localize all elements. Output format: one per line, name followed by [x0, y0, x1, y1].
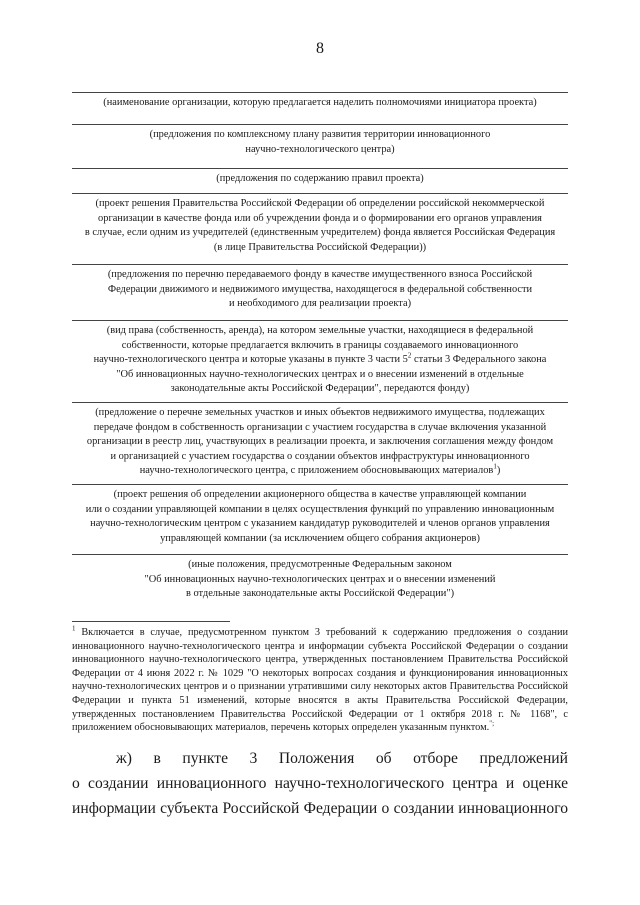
form-field-block	[72, 554, 568, 602]
field-caption: (предложения по перечню передаваемого фонду в качестве имущественного взноса Российской Федерации движимого и недвижимого имущества, находящегося в федеральной собственности и необходимого для реализации проекта)	[107, 269, 533, 310]
form-field-block	[72, 320, 568, 397]
superscript: 1	[493, 462, 497, 471]
body-line: о создании инновационного научно-технологического центра и оценке	[72, 775, 568, 792]
footnote	[72, 626, 568, 735]
field-caption: (наименование организации, которую предлагается наделить полномочиями инициатора проекта)	[103, 97, 537, 108]
field-caption: (предложения по комплексному плану развития территории инновационного научно-технологического центра)	[149, 129, 491, 155]
form-field-block	[72, 92, 568, 111]
form-field-block	[72, 193, 568, 255]
form-field-block	[72, 124, 568, 157]
field-caption: (проект решения об определении акционерного общества в качестве управляющей компании или о создании управляющей компании в целях осуществления функций по управлению инновационным научно-технологическим центром с указанием кандидатур руководителей и членов органов управления управляющей компании (за исключением общего собрания акционеров)	[85, 489, 555, 544]
form-field-block	[72, 168, 568, 187]
field-caption: (иные положения, предусмотренные Федеральным законом "Об инновационных научно-технологических центрах и о внесении изменений в отдельные законодательные акты Российской Федерации")	[144, 559, 496, 600]
field-caption	[72, 321, 568, 397]
footnote-separator	[72, 621, 230, 622]
footnote-closing: ";	[489, 719, 495, 728]
body-text	[72, 746, 568, 821]
field-caption	[72, 403, 568, 479]
footnote-text: Включается в случае, предусмотренном пунктом 3 требований к содержанию предложения о создании инновационного научно-технологического центра и информации субъекта Российской Федерации о создании инновационного научно-технологического центра, утвержденных постановлением Правительства Российской Федерации от 4 июня 2022 г. № 1029 "О некоторых вопросах создания и функционирования инновационных научно-технологических центров и о признании утратившими силу некоторых актов Правительства Российской Федерации и пункта 51 изменений, которые вносятся в акты Правительства Российской Федерации, утвержденных постановлением Правительства Российской Федерации от 1 октября 2018 г. № 1168", с приложением обосновывающих материалов, перечень которых определен указанным пунктом.	[72, 627, 568, 734]
field-caption: (предложения по содержанию правил проекта)	[216, 173, 424, 184]
body-line: информации субъекта Российской Федерации о создании инновационного	[72, 800, 568, 817]
field-caption: (проект решения Правительства Российской Федерации об определении российской некоммерческой организации в качестве фонда или об учреждении фонда и о формировании его органов управления в случае, если одним из учредителей (единственным учредителем) фонда является Российская Федерация (в лице Правительства Российской Федерации))	[84, 198, 556, 253]
form-field-block	[72, 402, 568, 479]
caption-text: (предложение о перечне земельных участков и иных объектов недвижимого имущества, подлежащих передаче фондом в собственность организации с участием государства в случае включения указанной организации в реестр лиц, участвующих в реализации проекта, и заключения соглашения между фондом и организацией с участием государства о создании объектов инфраструктуры инновационного научно-технологического центра, с приложением обосновывающих материалов	[86, 407, 554, 477]
caption-text: )	[496, 465, 501, 477]
body-line: ж) в пункте 3 Положения об отборе предложений	[116, 750, 568, 767]
footnote-marker: 1	[72, 624, 76, 633]
caption-text: статьи 3 Федерального закона "Об инновационных научно-технологических центрах и о внесении изменений в отдельные законодательные акты Российской Федерации", передаются фонду)	[116, 354, 547, 395]
form-field-block	[72, 264, 568, 312]
form-field-block	[72, 484, 568, 546]
page-number: 8	[316, 40, 324, 57]
caption-text: (вид права (собственность, аренда), на котором земельные участки, находящиеся в федеральной собственности, которые предлагается включить в границы создаваемого инновационного научно-технологического центра и которые указаны в пункте 3 части 5	[93, 325, 534, 366]
superscript: 2	[407, 351, 412, 360]
